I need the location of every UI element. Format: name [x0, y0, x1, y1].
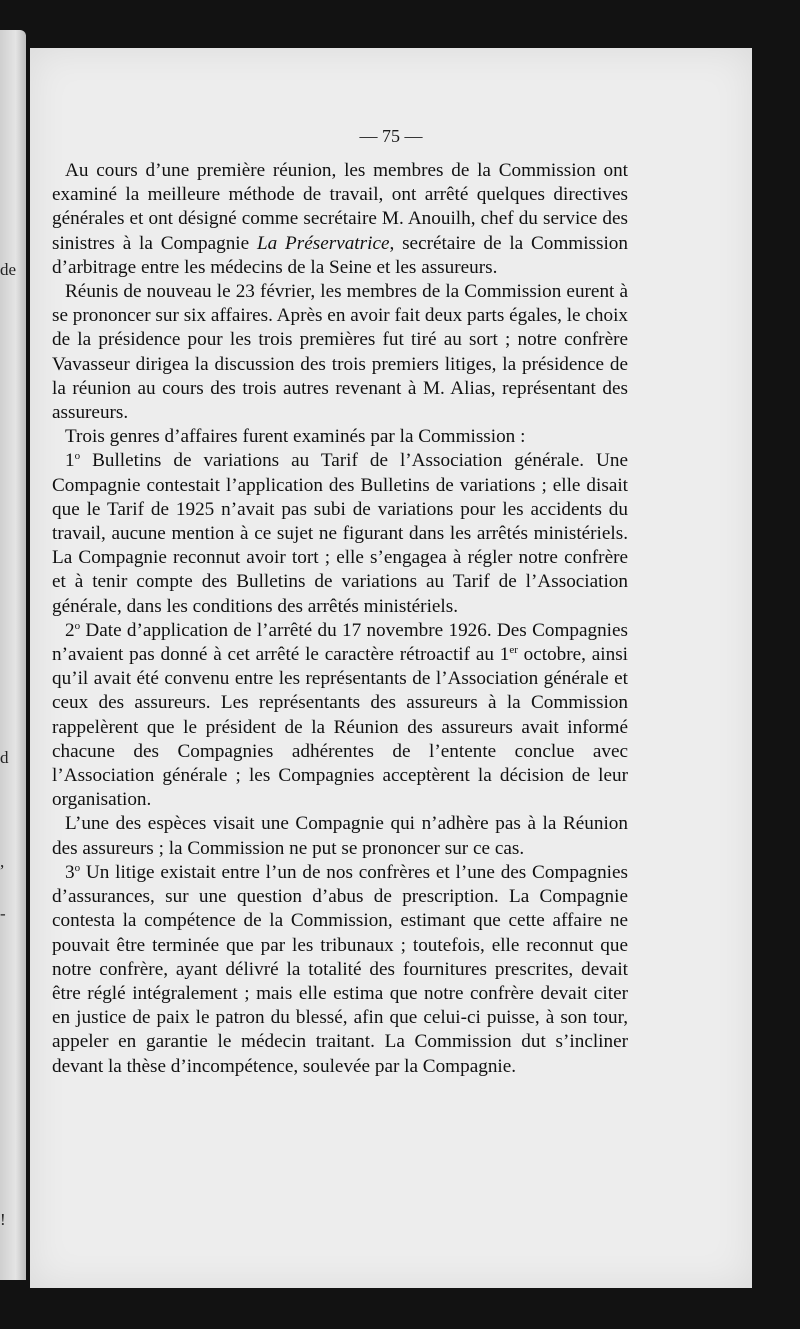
page-number: — 75 —	[359, 126, 423, 146]
ordinal-mark: o	[74, 450, 81, 463]
body-text	[52, 159, 628, 1079]
company-name-italic: La Préservatrice	[256, 232, 390, 254]
text-run: Bulletins de variations au Tarif de l’Association générale. Une Compagnie contestait l’application des Bulletins de variations ; elle disait que le Tarif de 1925 n’avait pas subi de variations pour les accidents du travail, aucune mention à ce sujet ne figurant dans les arrêtés ministériels. La Compagnie reconnut avoir tort ; elle s’engagea à régler notre confrère et à tenir compte des Bulletins de variations au Tarif de l’Association générale, dans les conditions des arrêtés ministériels.	[52, 450, 628, 617]
paragraph-second-meeting: Réunis de nouveau le 23 février, les membres de la Commission eurent à se prononcer sur six affaires. Après en avoir fait deux parts égales, le choix de la présidence pour les trois premières fut tiré au sort ; notre confrère Vavasseur dirigea la discussion des trois premiers litiges, la présidence de la réunion au cours des trois autres revenant à M. Alias, représentant des assureurs.	[52, 281, 628, 424]
text-run: octobre, ainsi qu’il avait été convenu entre les représentants de l’Association générale et ceux des assureurs. Les représentants des assureurs à la Commission rappelèrent que le président de la Réunion des assureurs avait informé chacune des Compagnies adhérentes de l’entente conclue avec l’Association générale ; les Compagnies acceptèrent la décision de leur organisation.	[52, 644, 628, 811]
adjacent-page-fragment: !	[0, 1210, 6, 1229]
paragraph-first-meeting	[52, 159, 628, 280]
paragraph-item-2	[52, 619, 628, 813]
adjacent-page-fragment: -	[0, 904, 6, 923]
paragraph-one-case: L’une des espèces visait une Compagnie qui n’adhère pas à la Réunion des assureurs ; la Commission ne put se prononcer sur ce cas.	[52, 813, 628, 859]
ordinal-mark: er	[509, 644, 518, 657]
item-number: 3	[65, 861, 75, 883]
ordinal-mark: o	[74, 619, 81, 632]
text-run: Au cours d’une première réunion, les membres de la Commission ont examiné la meilleure méthode de travail, ont arrêté quelques directives générales et ont désigné comme secrétaire M. Anouilh, chef du service des sinistres à la Compagnie	[52, 160, 628, 254]
adjacent-page-fragment: d	[0, 748, 9, 767]
ordinal-mark: o	[74, 861, 81, 874]
paragraph-item-1	[52, 449, 628, 618]
item-number: 1	[65, 450, 75, 472]
paragraph-three-kinds: Trois genres d’affaires furent examinés par la Commission :	[65, 426, 526, 448]
document-page	[30, 48, 752, 1288]
text-run: , secrétaire de la Commission d’arbitrage entre les médecins de la Seine et les assureurs.	[52, 232, 628, 278]
adjacent-page-edge	[0, 30, 26, 1280]
text-run: Un litige existait entre l’un de nos confrères et l’une des Compagnies d’assurances, sur une question d’abus de prescription. La Compagnie contesta la compétence de la Commission, estimant que cette affaire ne pouvait être terminée que par les tribunaux ; toutefois, elle reconnut que notre confrère, ayant délivré la totalité des fournitures prescrites, devait être réglé intégralement ; mais elle estima que notre confrère devait citer en justice de paix le patron du blessé, afin que celui-ci puisse, à son tour, appeler en garantie le médecin traitant. La Commission dut s’incliner devant la thèse d’incompétence, soulevée par la Compagnie.	[52, 861, 628, 1077]
text-run: Date d’application de l’arrêté du 17 novembre 1926. Des Compagnies n’avaient pas donné à cet arrêté le caractère rétroactif au 1	[52, 619, 628, 666]
adjacent-page-fragment: de	[0, 260, 17, 279]
paragraph-item-3	[52, 861, 628, 1079]
item-number: 2	[65, 619, 75, 641]
adjacent-page-fragment: ,	[0, 852, 5, 871]
